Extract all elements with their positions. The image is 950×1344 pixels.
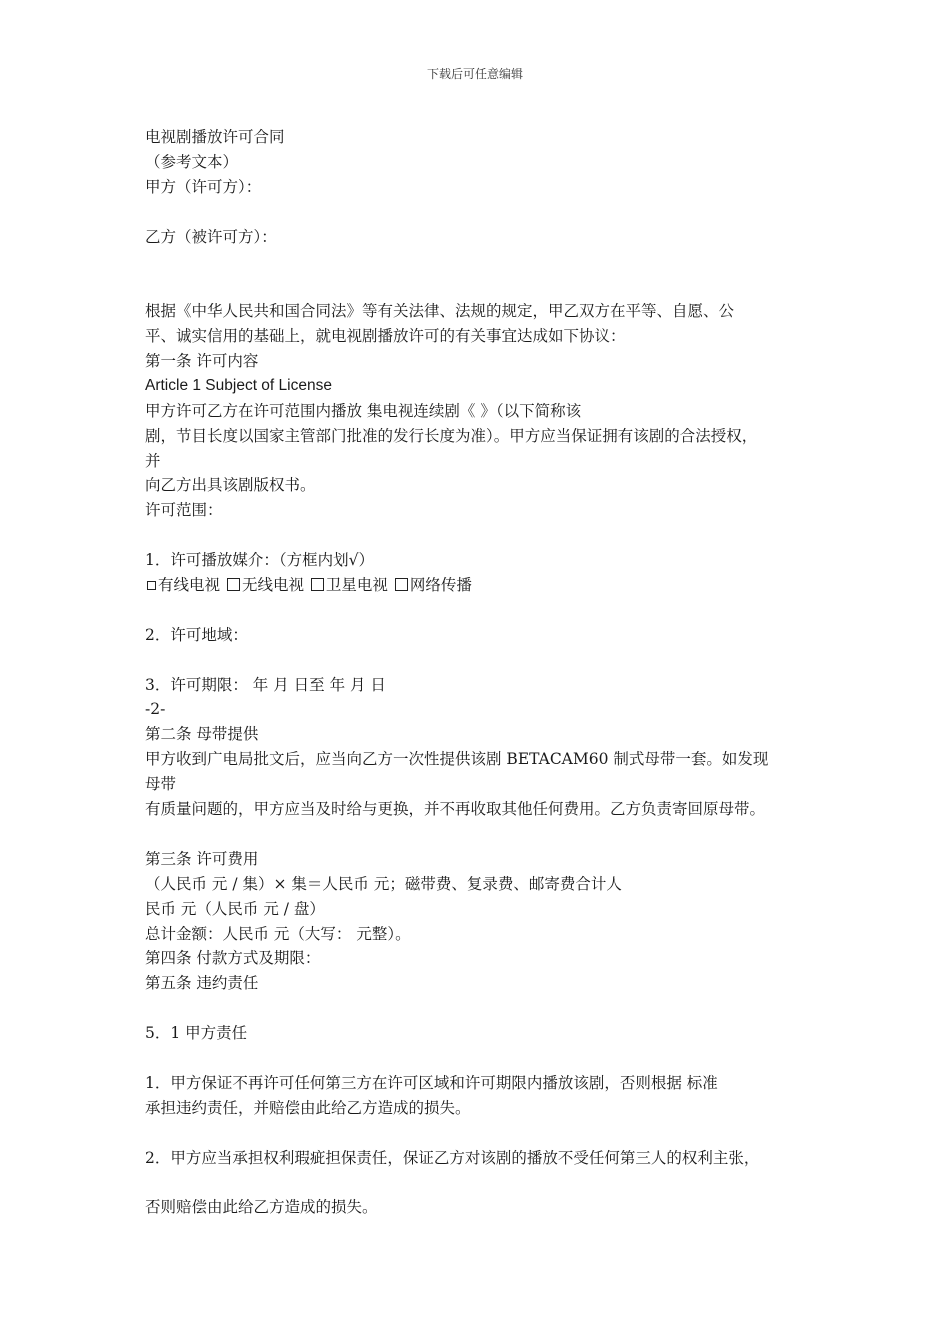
article-5-heading: 第五条 违约责任 (145, 974, 259, 993)
checkbox-icon[interactable] (311, 578, 324, 591)
license-region: 2．许可地域： (145, 625, 248, 644)
article-5-item-line: 2．甲方应当承担权利瑕疵担保责任，保证乙方对该剧的播放不受任何第三人的权利主张， (145, 1148, 760, 1167)
media-option-label: 卫星电视 (325, 576, 388, 595)
checkbox-icon[interactable] (227, 578, 240, 591)
page-number: -2- (145, 700, 166, 719)
article-1-heading-en: Article 1 Subject of License (145, 376, 332, 394)
checkbox-icon[interactable] (147, 581, 156, 590)
article-1-heading: 第一条 许可内容 (145, 352, 259, 371)
license-scope-label: 许可范围： (145, 501, 223, 520)
intro-line: 平、诚实信用的基础上，就电视剧播放许可的有关事宜达成如下协议： (145, 327, 626, 346)
media-label: 1．许可播放媒介：（方框内划√） (145, 551, 374, 570)
checkbox-icon[interactable] (395, 578, 408, 591)
media-options (145, 573, 815, 598)
article-3-line: （人民币 元 / 集）× 集＝人民币 元；磁带费、复录费、邮寄费合计人 (145, 874, 622, 893)
article-5-subheading: 5．1 甲方责任 (145, 1024, 248, 1043)
media-option-label: 网络传播 (409, 576, 472, 595)
article-3-heading: 第三条 许可费用 (145, 849, 259, 868)
article-2-heading: 第二条 母带提供 (145, 725, 259, 744)
article-1-line: 剧，节目长度以国家主管部门批准的发行长度为准）。甲方应当保证拥有该剧的合法授权， (145, 426, 758, 445)
article-4-heading: 第四条 付款方式及期限： (145, 949, 321, 968)
intro-line: 根据《中华人民共和国合同法》等有关法律、法规的规定，甲乙双方在平等、自愿、公 (145, 302, 735, 321)
article-1-line: 向乙方出具该剧版权书。 (145, 476, 316, 495)
party-b-line: 乙方（被许可方）： (145, 227, 277, 246)
article-2-line: 母带 (145, 775, 177, 794)
article-5-item-line: 承担违约责任，并赔偿由此给乙方造成的损失。 (145, 1098, 471, 1117)
party-a-line: 甲方（许可方）： (145, 177, 262, 196)
document-title: 电视剧播放许可合同 (145, 128, 285, 146)
article-1-line: 并 (145, 451, 161, 470)
contract-body (145, 125, 815, 1220)
media-option-label: 无线电视 (241, 576, 304, 595)
article-5-item-line: 1．甲方保证不再许可任何第三方在许可区域和许可期限内播放该剧，否则根据 标准 (145, 1073, 718, 1092)
media-option-label: 有线电视 (158, 576, 221, 595)
license-term: 3．许可期限： 年 月 日至 年 月 日 (145, 675, 386, 694)
page-header: 下载后可任意编辑 (426, 67, 523, 81)
article-2-line: 有质量问题的，甲方应当及时给与更换，并不再收取其他任何费用。乙方负责寄回原母带。 (145, 800, 766, 819)
article-3-line: 民币 元（人民币 元 / 盘） (145, 899, 325, 918)
article-3-line: 总计金额：人民币 元（大写： 元整）。 (145, 924, 411, 943)
article-1-line: 甲方许可乙方在许可范围内播放 集电视连续剧《 》（以下简称该 (145, 401, 582, 420)
document-subtitle: （参考文本） (145, 152, 239, 171)
article-2-line: 甲方收到广电局批文后，应当向乙方一次性提供该剧 BETACAM60 制式母带一套。如发现 (145, 750, 769, 769)
article-5-item-line: 否则赔偿由此给乙方造成的损失。 (145, 1198, 378, 1217)
